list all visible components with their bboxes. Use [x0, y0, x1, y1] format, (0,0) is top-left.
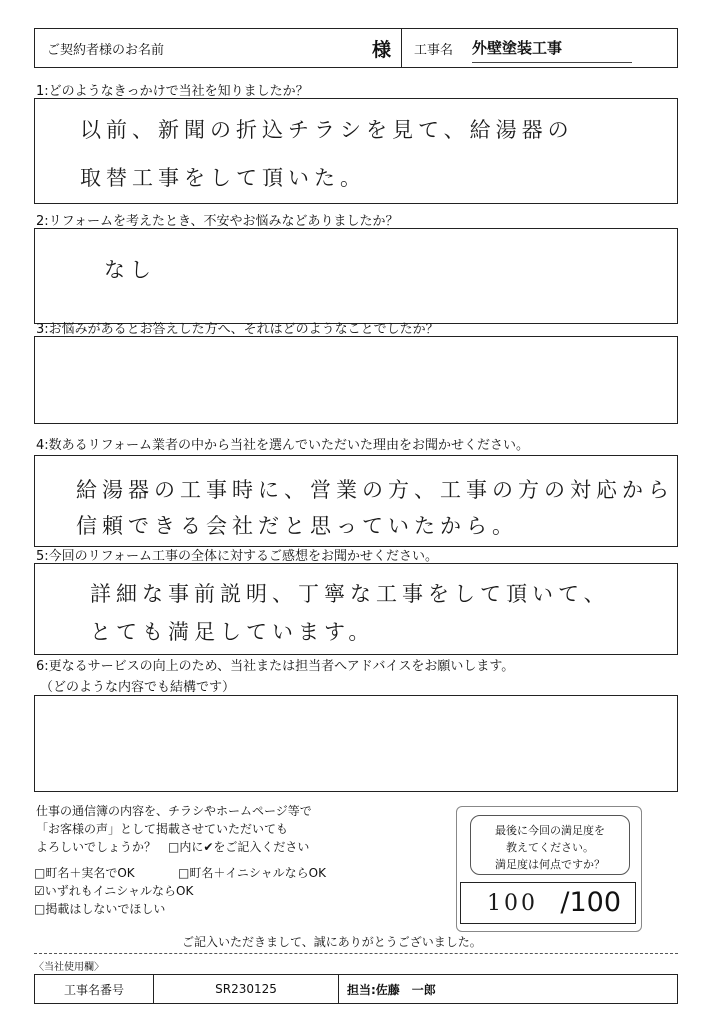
thanks-message: ご記入いただきまして、誠にありがとうございました。	[182, 935, 482, 949]
satisfaction-prompt	[470, 815, 630, 875]
answer-6-box	[34, 695, 678, 792]
office-use-row	[34, 974, 678, 1004]
question-3-label: 3:お悩みがあるとお答えした方へ、それはどのようなことでしたか？	[36, 322, 439, 337]
option-town-real-name[interactable]: □町名＋実名でOK	[34, 866, 135, 880]
satisfaction-score-box	[460, 882, 636, 924]
customer-name-cell	[35, 29, 402, 67]
project-name-value: 外壁塗装工事	[472, 37, 632, 63]
office-use-label: 〈当社使用欄〉	[34, 962, 104, 973]
header-row	[34, 28, 678, 68]
answer-5-line-2: とても満足しています。	[90, 620, 375, 644]
option-town-initials[interactable]: □町名＋イニシャルならOK	[178, 866, 326, 880]
consent-line-1: 仕事の通信簿の内容を、チラシやホームページ等で	[36, 804, 312, 818]
answer-2-line-1: なし	[104, 258, 156, 282]
answer-5-line-1: 詳細な事前説明、丁寧な工事をして頂いて、	[90, 582, 610, 606]
question-1-label: 1:どのようなきっかけで当社を知りましたか？	[36, 84, 309, 99]
question-5-label: 5:今回のリフォーム工事の全体に対するご感想をお聞かせください。	[36, 549, 439, 564]
project-name-label: 工事名	[414, 43, 454, 58]
project-number-value: SR230125	[154, 975, 339, 1003]
answer-4-line-1: 給湯器の工事時に、営業の方、工事の方の対応から	[76, 478, 674, 502]
question-6-sublabel: （どのような内容でも結構です）	[40, 680, 236, 695]
question-2-label: 2:リフォームを考えたとき、不安やお悩みなどありましたか？	[36, 214, 399, 229]
staff-name: 担当:佐藤 一郎	[347, 982, 436, 997]
satisfaction-prompt-line-2: 教えてください。	[506, 841, 594, 854]
consent-line-3: よろしいでしょうか？ □内に✔をご記入ください	[36, 840, 310, 854]
option-no-publish[interactable]: □掲載はしないでほしい	[34, 902, 166, 916]
consent-line-2: 「お客様の声」として掲載させていただいても	[36, 822, 289, 836]
option-initials-only[interactable]: ☑いずれもイニシャルならOK	[34, 884, 194, 898]
customer-name-label: ご契約者様のお名前	[47, 43, 165, 58]
answer-1-line-1: 以前、新聞の折込チラシを見て、給湯器の	[80, 118, 574, 142]
satisfaction-prompt-line-1: 最後に今回の満足度を	[495, 824, 605, 837]
answer-4-line-2: 信頼できる会社だと思っていたから。	[76, 514, 518, 538]
cut-line	[34, 953, 678, 954]
satisfaction-prompt-line-3: 満足度は何点ですか？	[495, 858, 605, 871]
question-6-label: 6:更なるサービスの向上のため、当社または担当者へアドバイスをお願いします。	[36, 659, 515, 674]
honorific: 様	[371, 39, 391, 61]
satisfaction-max: /100	[560, 887, 621, 918]
answer-1-line-2: 取替工事をして頂いた。	[80, 166, 366, 190]
answer-3-box	[34, 336, 678, 424]
project-name-cell	[402, 29, 677, 67]
satisfaction-score: 100	[487, 891, 538, 916]
project-number-label: 工事名番号	[35, 975, 154, 1003]
question-4-label: 4:数あるリフォーム業者の中から当社を選んでいただいた理由をお聞かせください。	[36, 438, 530, 453]
